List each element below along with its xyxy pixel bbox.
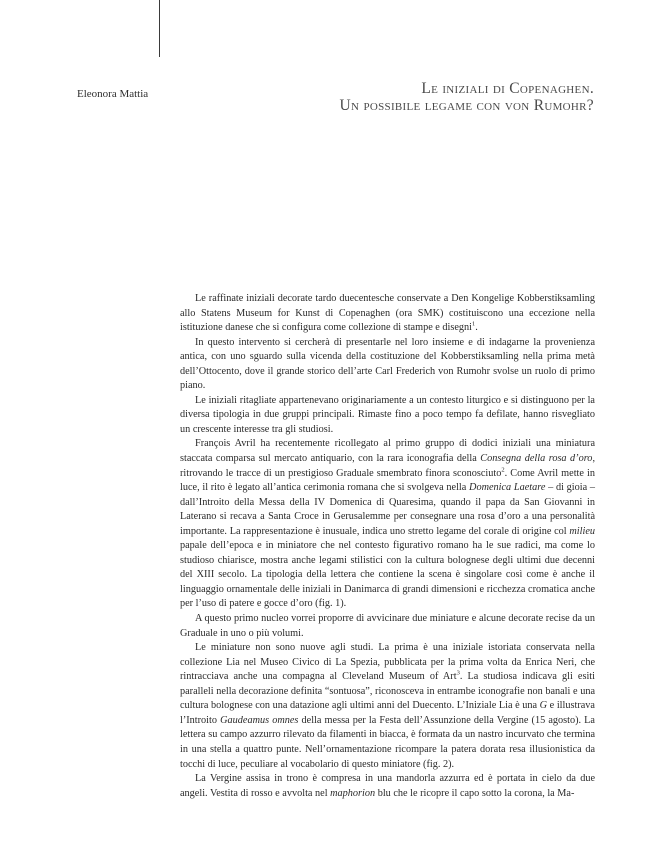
running-head-author: Eleonora Mattia [77,88,149,100]
paragraph-6: Le miniature non sono nuove agli studi. La prima è una iniziale istoriata conservata nella collezione Lia nel Museo Civico di La Spezia, pubblicata per la prima volta da Enrica Neri, che rintracciava anche una compagna al Cleveland Museum of Art$^3$. La studiosa indicava gli esiti paralleli nella decorazione definita “sontuosa”, riconosceva in entrambe iconografie non banali e una cultura bolognese con una datazione agli ultimi anni del Duecento. L’Iniziale Lia è una G e illustrava l’Introito Gaudeamus omnes della messa per la Festa dell’Assunzione della Vergine (15 agosto). La lettera su campo azzurro rilevato da filamenti in biacca, è formata da un nastro incurvato che termina in una stella a quattro punte. Nell’ornamentazione ricompare la patera dorata resa illusionistica da tocchi di luce, peculiare al vocabolario di questo miniatore (fig. 2). [180,642,595,770]
article-title [340,80,594,114]
paragraph-2: In questo intervento si cercherà di presentarle nel loro insieme e di indagarne la provenienza antica, con uno sguardo sulla vicenda della costituzione del Kobberstiksamling nella prima metà dell’Ottocento, dove il grande storico dell’arte Carl Frederich von Rumohr svolse un ruolo di primo piano. [180,336,595,392]
paragraph-4: François Avril ha recentemente ricollegato al primo gruppo di dodici iniziali una miniatura staccata comparsa sul mercato antiquario, con la rara iconografia della Consegna della rosa d’oro, ritrovando le tracce di un prestigioso Graduale smembrato finora sconosciuto$^2$. Come Avril mette in luce, il rito è legato all’antica cerimonia romana che si svolgeva nella Domenica Laetare – di gioia – dall’Introito della Messa della IV Domenica di Quaresima, quando il papa da San Giovanni in Laterano si recava a Santa Croce in Gerusalemme per consegnare una rosa d’oro a una personalità importante. La rappresentazione è inusuale, indica uno stretto legame del corale di origine col milieu papale dell’epoca e in miniatore che nel contesto figurativo romano ha le sue radici, ma come lo studioso chiarisce, mostra anche legami stilistici con la cultura bolognese degli ultimi due decenni del XIII secolo. La tipologia della lettera che contiene la scena è singolare così come è anche il linguaggio ornamentale delle iniziali in Danimarca di grandi dimensioni e ricchezza cromatica anche per l’uso di patere e gocce d’oro (fig. 1). [180,438,595,610]
article-title-line-2: Un possibile legame con von Rumohr? [339,97,594,114]
article-body [180,292,595,801]
paragraph-7: La Vergine assisa in trono è compresa in una mandorla azzurra ed è portata in cielo da due angeli. Vestita di rosso e avvolta nel maphorion blu che le ricopre il capo sotto la corona, la Ma- [180,773,595,799]
footnote-ref-1: 1 [472,320,476,328]
article-title-line-1: Le iniziali di Copenaghen. [421,80,594,97]
paragraph-1: Le raffinate iniziali decorate tardo duecentesche conservate a Den Kongelige Kobberstiksamling allo Statens Museum for Kunst di Copenaghen (ora SMK) costituiscono una eccezione nella istituzione danese che si configura come collezione di stampe e disegni$^1$. [180,293,595,334]
footnote-ref-2: 2 [501,466,505,474]
paragraph-3: Le iniziali ritagliate appartenevano originariamente a un contesto liturgico e si distinguono per la diversa tipologia in due gruppi principali. Rimaste fino a poco tempo fa defilate, hanno risvegliato un crescente interesse tra gli studiosi. [180,394,595,435]
paragraph-5: A questo primo nucleo vorrei proporre di avvicinare due miniature e alcune decorate recise da un Graduale in uno o più volumi. [180,613,595,639]
margin-rule [159,0,160,57]
footnote-ref-3: 3 [456,669,460,677]
